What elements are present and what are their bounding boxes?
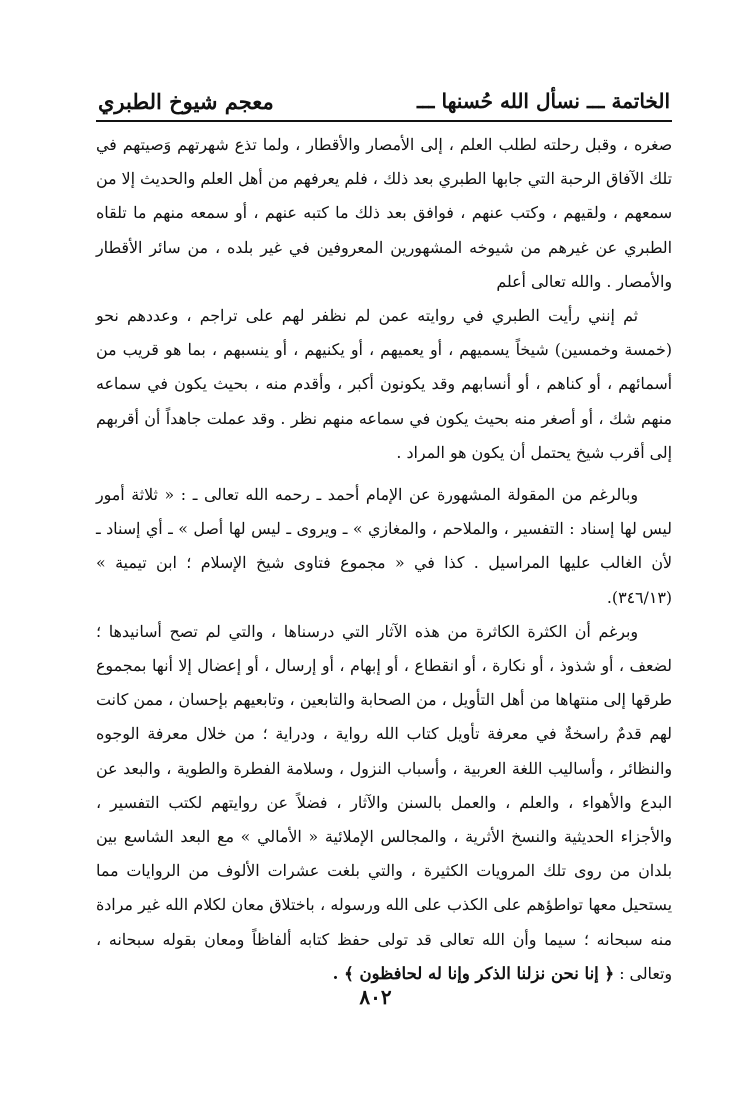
chapter-title: الخاتمة ـــ نسأل الله حُسنها ـــ <box>416 89 670 113</box>
paragraph-4 <box>96 615 672 991</box>
quran-verse: ﴿ إنا نحن نزلنا الذكر وإنا له لحافظون ﴾ . <box>332 963 615 983</box>
paragraph-4-text: وبرغم أن الكثرة الكاثرة من هذه الآثار التي درسناها ، والتي لم تصح أسانيدها ؛ لضعف ، أو شذوذ ، أو نكارة ، أو انقطاع ، أو إبهام ، أو إرسال ، أو إعضال إلا أنها بمجموع طرقها إلى منتهاها من أهل التأويل ، من الصحابة والتابعين ، وتابعيهم بإحسان ، ممن كانت لهم قدمٌ راسخةٌ في معرفة تأويل كتاب الله رواية ، ودراية ؛ من خلال معرفة الوجوه والنظائر ، وأساليب اللغة العربية ، وأسباب النزول ، وسلامة الفطرة والطوية ، والبعد عن البدع والأهواء ، والعلم ، والعمل بالسنن والآثار ، فضلاً عن روايتهم لكتب التفسير ، والأجزاء الحديثية والنسخ الأثرية ، والمجالس الإملائية « الأمالي » مع البعد الشاسع بين بلدان من روى تلك المرويات الكثيرة ، والتي بلغت عشرات الألوف من الروايات مما يستحيل معها تواطؤهم على الكذب على الله ورسوله ، باختلاق معان لكلام الله غير مرادة منه سبحانه ؛ سيما وأن الله تعالى قد تولى حفظ كتابه ألفاظاً ومعان بقوله سبحانه ، وتعالى : <box>96 621 672 983</box>
header-rule <box>96 120 672 122</box>
page-number: ٨٠٢ <box>359 985 392 1009</box>
book-title: معجم شيوخ الطبري <box>98 88 274 114</box>
paragraph-1: صغره ، وقبل رحلته لطلب العلم ، إلى الأمصار والأقطار ، ولما تذع شهرتهم وَصيتهم في تلك الآفاق الرحبة التي جابها الطبري بعد ذلك ، فلم يعرفهم من أهل العلم والحديث إلا من سمعهم ، ولقيهم ، وكتب عنهم ، فوافق بعد ذلك ما كتبه عنهم ، أو سمعه منهم ما تلقاه الطبري عن غيرهم من شيوخه المشهورين المعروفين في غير بلده ، من سائر الأقطار والأمصار . والله تعالى أعلم <box>96 135 672 291</box>
paragraph-2: ثم إنني رأيت الطبري في روايته عمن لم نظفر لهم على تراجم ، وعددهم نحو (خمسة وخمسين) شيخاً يسميهم ، أو يعميهم ، أو يكنيهم ، أو ينسبهم ، بما هو قريب من أسمائهم ، أو كناهم ، أو أنسابهم وقد يكونون أكبر ، وأقدم منه ، بحيث يكون في سماعه منهم شك ، أو أصغر منه بحيث يكون في سماعه منهم نظر . وقد عملت جاهداً أن أقربهم إلى أقرب شيخ يحتمل أن يكون هو المراد . <box>96 306 672 462</box>
page-body <box>96 128 672 991</box>
paragraph-3: وبالرغم من المقولة المشهورة عن الإمام أحمد ـ رحمه الله تعالى ـ : « ثلاثة أمور ليس لها إسناد : التفسير ، والملاحم ، والمغازي » ـ ويروى ـ ليس لها أصل » ـ أي إسناد ـ لأن الغالب عليها المراسيل . كذا في « مجموع فتاوى شيخ الإسلام ؛ ابن تيمية » (٣٤٦/١٣). <box>96 485 672 607</box>
running-header <box>98 84 670 118</box>
